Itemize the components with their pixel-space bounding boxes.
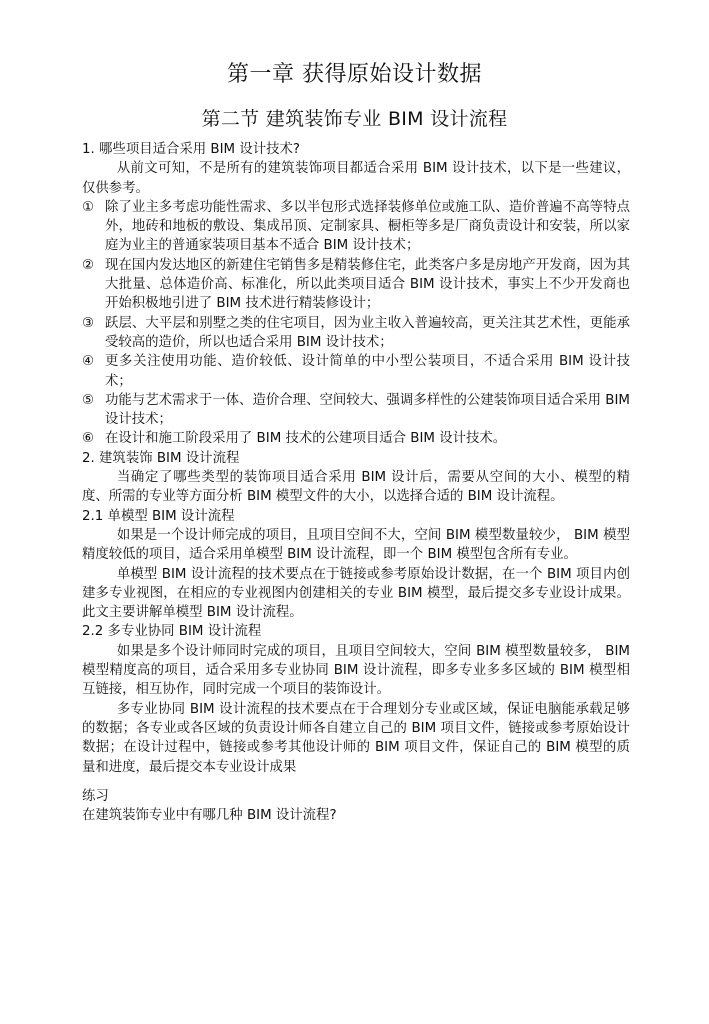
s22-heading: 2.2 多专业协同 BIM 设计流程 <box>82 624 262 640</box>
list-item <box>82 314 630 353</box>
section-title: 第二节 建筑装饰专业 BIM 设计流程 <box>201 108 508 130</box>
list-item <box>82 352 630 391</box>
list-item-text: 现在国内发达地区的新建住宅销售多是精装修住宅，此类客户多是房地产开发商，因为其大批量、总体造价高、标准化，所以此类项目适合 BIM 设计技术，事实上不少开发商也开始积极地引进了 BIM 技术进行精装修设计； <box>105 257 630 312</box>
q2-heading: 2. 建筑装饰 BIM 设计流程 <box>82 450 240 466</box>
list-marker: ④ <box>82 354 95 370</box>
list-marker: ⑥ <box>82 431 95 447</box>
document-body <box>82 140 630 825</box>
q2-intro: 当确定了哪些类型的装饰项目适合采用 BIM 设计后，需要从空间的大小、模型的精度、所需的专业等方面分析 BIM 模型文件的大小，以选择合适的 BIM 设计流程。 <box>82 470 630 505</box>
list-marker: ③ <box>82 315 95 331</box>
list-item-text: 在设计和施工阶段采用了 BIM 技术的公建项目适合 BIM 设计技术。 <box>105 431 507 447</box>
list-item <box>82 256 630 314</box>
s22-paragraph-2: 多专业协同 BIM 设计流程的技术要点在于合理划分专业或区域，保证电脑能承载足够的数据；各专业或各区域的负责设计师各自建立自己的 BIM 项目文件，链接或参考原始设计数据；在设计过程中，链接或参考其他设计师的 BIM 项目文件，保证自己的 BIM 模型的质量和进度，最后提交本专业设计成果 <box>82 701 630 775</box>
suggestion-list <box>82 198 630 449</box>
q1-heading: 1. 哪些项目适合采用 BIM 设计技术? <box>82 142 301 157</box>
list-item <box>82 429 630 448</box>
list-item-text: 功能与艺术需求于一体、造价合理、空间较大、强调多样性的公建装饰项目适合采用 BIM 设计技术； <box>105 392 630 428</box>
list-item-text: 更多关注使用功能、造价较低、设计简单的中小型公装项目，不适合采用 BIM 设计技术； <box>105 354 630 389</box>
s21-heading: 2.1 单模型 BIM 设计流程 <box>82 508 235 524</box>
list-item <box>82 198 630 256</box>
list-marker: ⑤ <box>82 392 95 408</box>
list-marker: ② <box>82 257 95 273</box>
list-item <box>82 391 630 430</box>
list-marker: ① <box>82 199 95 215</box>
s22-paragraph-1: 如果是多个设计师同时完成的项目，且项目空间较大，空间 BIM 模型数量较多， BIM 模型精度高的项目，适合采用多专业协同 BIM 设计流程，即多专业多多区域的 BIM 模型相互链接，相互协作，同时完成一个项目的装饰设计。 <box>82 643 630 698</box>
list-item-text: 除了业主多考虑功能性需求、多以半包形式选择装修单位或施工队、造价普遍不高等特点外，地砖和地板的敷设、集成吊顶、定制家具、橱柜等多是厂商负责设计和安装，所以家庭为业主的普通家装项目基本不适合 BIM 设计技术； <box>105 199 630 254</box>
s21-paragraph-2: 单模型 BIM 设计流程的技术要点在于链接或参考原始设计数据，在一个 BIM 项目内创建多专业视图，在相应的专业视图内创建相关的专业 BIM 模型，最后提交多专业设计成果。此文主要讲解单模型 BIM 设计流程。 <box>82 566 630 621</box>
list-item-text: 跃层、大平层和别墅之类的住宅项目，因为业主收入普遍较高，更关注其艺术性，更能承受较高的造价，所以也适合采用 BIM 设计技术； <box>105 315 630 350</box>
chapter-title: 第一章 获得原始设计数据 <box>227 62 482 87</box>
exercise-title: 练习 <box>82 788 109 804</box>
q1-intro: 从前文可知，不是所有的建筑装饰项目都适合采用 BIM 设计技术，以下是一些建议，仅供参考。 <box>82 161 630 196</box>
s21-paragraph-1: 如果是一个设计师完成的项目，且项目空间不大，空间 BIM 模型数量较少， BIM 模型精度较低的项目，适合采用单模型 BIM 设计流程，即一个 BIM 模型包含所有专业。 <box>82 527 630 563</box>
exercise-question: 在建筑装饰专业中有哪几种 BIM 设计流程? <box>82 808 337 824</box>
